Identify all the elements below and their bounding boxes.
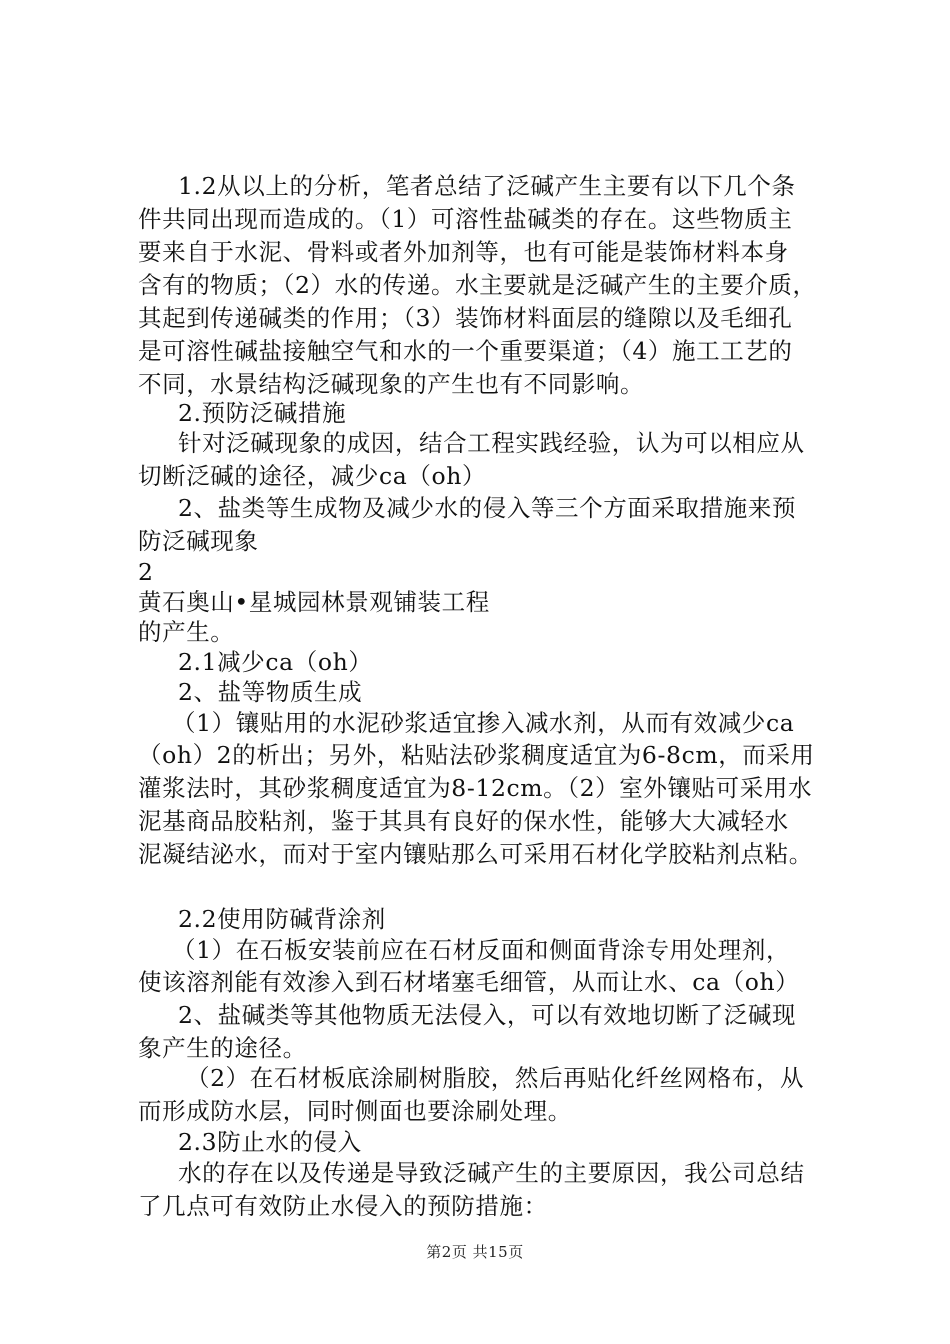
- text-line: 了几点可有效防止水侵入的预防措施：: [138, 1192, 548, 1220]
- text-line: 的产生。: [138, 618, 235, 646]
- text-line: （2）在石材板底涂刷树脂胶，然后再贴化纤丝网格布，从: [186, 1064, 805, 1092]
- text-line: 象产生的途径。: [138, 1034, 307, 1062]
- text-line: 切断泛碱的途径，减少ca（oh）: [138, 462, 487, 490]
- text-line: 2、盐类等生成物及减少水的侵入等三个方面采取措施来预: [178, 494, 797, 522]
- text-line: 2、盐碱类等其他物质无法侵入，可以有效地切断了泛碱现: [178, 1001, 797, 1029]
- text-line: 含有的物质；（2）水的传递。水主要就是泛碱产生的主要介质，: [138, 271, 817, 299]
- section-heading: 2.1减少ca（oh）: [178, 648, 373, 676]
- section-heading: 2、盐等物质生成: [178, 678, 363, 706]
- text-line: 而形成防水层，同时侧面也要涂刷处理。: [138, 1097, 572, 1125]
- text-line: 是可溶性碱盐接触空气和水的一个重要渠道；（4）施工工艺的: [138, 337, 793, 365]
- text-line: 针对泛碱现象的成因，结合工程实践经验，认为可以相应从: [178, 429, 805, 457]
- page-number-marker: 2: [138, 558, 154, 586]
- section-heading: 2.3防止水的侵入: [178, 1128, 362, 1156]
- text-line: 泥基商品胶粘剂，鉴于其具有良好的保水性，能够大大减轻水: [138, 807, 789, 835]
- text-line: 泥凝结泌水，而对于室内镶贴那么可采用石材化学胶粘剂点粘。: [138, 840, 813, 868]
- text-line: 防泛碱现象: [138, 527, 259, 555]
- text-line: 其起到传递碱类的作用；（3）装饰材料面层的缝隙以及毛细孔: [138, 304, 793, 332]
- section-heading: 2.2使用防碱背涂剂: [178, 905, 386, 933]
- text-line: 使该溶剂能有效渗入到石材堵塞毛细管，从而让水、ca（oh）: [138, 968, 800, 996]
- text-line: 1.2从以上的分析，笔者总结了泛碱产生主要有以下几个条: [178, 172, 796, 200]
- text-line: （1）镶贴用的水泥砂浆适宜掺入减水剂，从而有效减少ca: [172, 709, 795, 737]
- text-line: 水的存在以及传递是导致泛碱产生的主要原因，我公司总结: [178, 1159, 805, 1187]
- page-footer: 第2页 共15页: [426, 1243, 524, 1261]
- project-title: 黄石奥山•星城园林景观铺装工程: [138, 588, 490, 616]
- text-line: 灌浆法时，其砂浆稠度适宜为8-12cm。（2）室外镶贴可采用水: [138, 774, 813, 802]
- text-line: 不同，水景结构泛碱现象的产生也有不同影响。: [138, 370, 645, 398]
- section-heading: 2.预防泛碱措施: [178, 399, 347, 427]
- text-line: 件共同出现而造成的。（1）可溶性盐碱类的存在。这些物质主: [138, 205, 793, 233]
- text-line: （1）在石板安装前应在石材反面和侧面背涂专用处理剂，: [172, 936, 791, 964]
- text-line: 要来自于水泥、骨料或者外加剂等，也有可能是装饰材料本身: [138, 238, 789, 266]
- text-line: （oh）2的析出；另外，粘贴法砂浆稠度适宜为6-8cm，而采用: [138, 741, 815, 769]
